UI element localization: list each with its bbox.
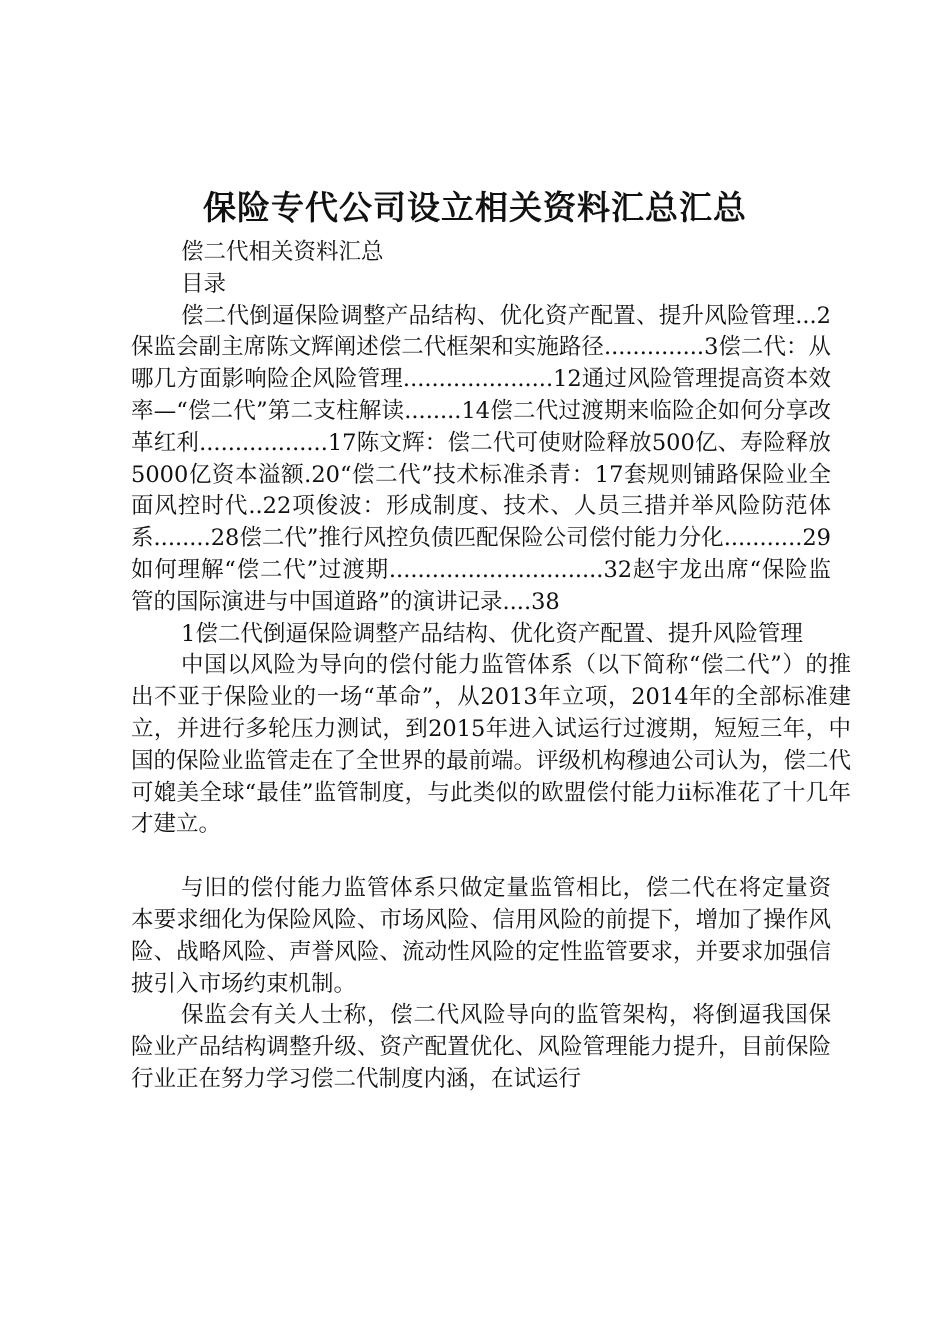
body-paragraph: 与旧的偿付能力监管体系只做定量监管相比，偿二代在将定量资本要求细化为保险风险、市场风险、信用风险的前提下，增加了操作风险、战略风险、声誉风险、流动性风险的定性监管要求，并要求加强信披引入市场约束机制。 bbox=[131, 875, 831, 997]
paragraph-gap bbox=[131, 841, 831, 873]
body-paragraph: 保监会有关人士称，偿二代风险导向的监管架构，将倒逼我国保险业产品结构调整升级、资产配置优化、风险管理能力提升，目前保险行业正在努力学习偿二代制度内涵，在试运行 bbox=[131, 1002, 831, 1092]
document-subtitle: 偿二代相关资料汇总 bbox=[181, 239, 384, 265]
toc-heading: 目录 bbox=[181, 270, 227, 297]
document-title: 保险专代公司设立相关资料汇总汇总 bbox=[203, 188, 747, 227]
toc-text: 偿二代倒逼保险调整产品结构、优化资产配置、提升风险管理...2保监会副主席陈文辉阐述偿二代框架和实施路径..............3偿二代：从哪几方面影响险企风险管理.....................12通过风险管理提高资本效率—“偿二代”第二支柱解读........14偿二代过渡期来临险企如何分享改革红利..................17陈文辉：偿二代可使财险释放500亿、寿险释放5000亿资本溢额.20“偿二代”技术标准杀青：17套规则铺路保险业全面风控时代..22项俊波：形成制度、技术、人员三措并举风险防范体系........28偿二代”推行风控负债匹配保险公司偿付能力分化...........29如何理解“偿二代”过渡期..............................32赵宇龙出席“保险监管的国际演进与中国道路”的演讲记录....38 bbox=[131, 302, 831, 615]
body-paragraph: 中国以风险为导向的偿付能力监管体系（以下简称“偿二代”）的推出不亚于保险业的一场“革命”，从2013年立项，2014年的全部标准建立，并进行多轮压力测试，到2015年进入试运行过渡期，短短三年，中国的保险业监管走在了全世界的最前端。评级机构穆迪公司认为，偿二代可媲美全球“最佳”监管制度，与此类似的欧盟偿付能力ii标准花了十几年才建立。 bbox=[131, 652, 852, 838]
section-heading: 1偿二代倒逼保险调整产品结构、优化资产配置、提升风险管理 bbox=[181, 620, 803, 647]
document-body bbox=[131, 237, 852, 1096]
